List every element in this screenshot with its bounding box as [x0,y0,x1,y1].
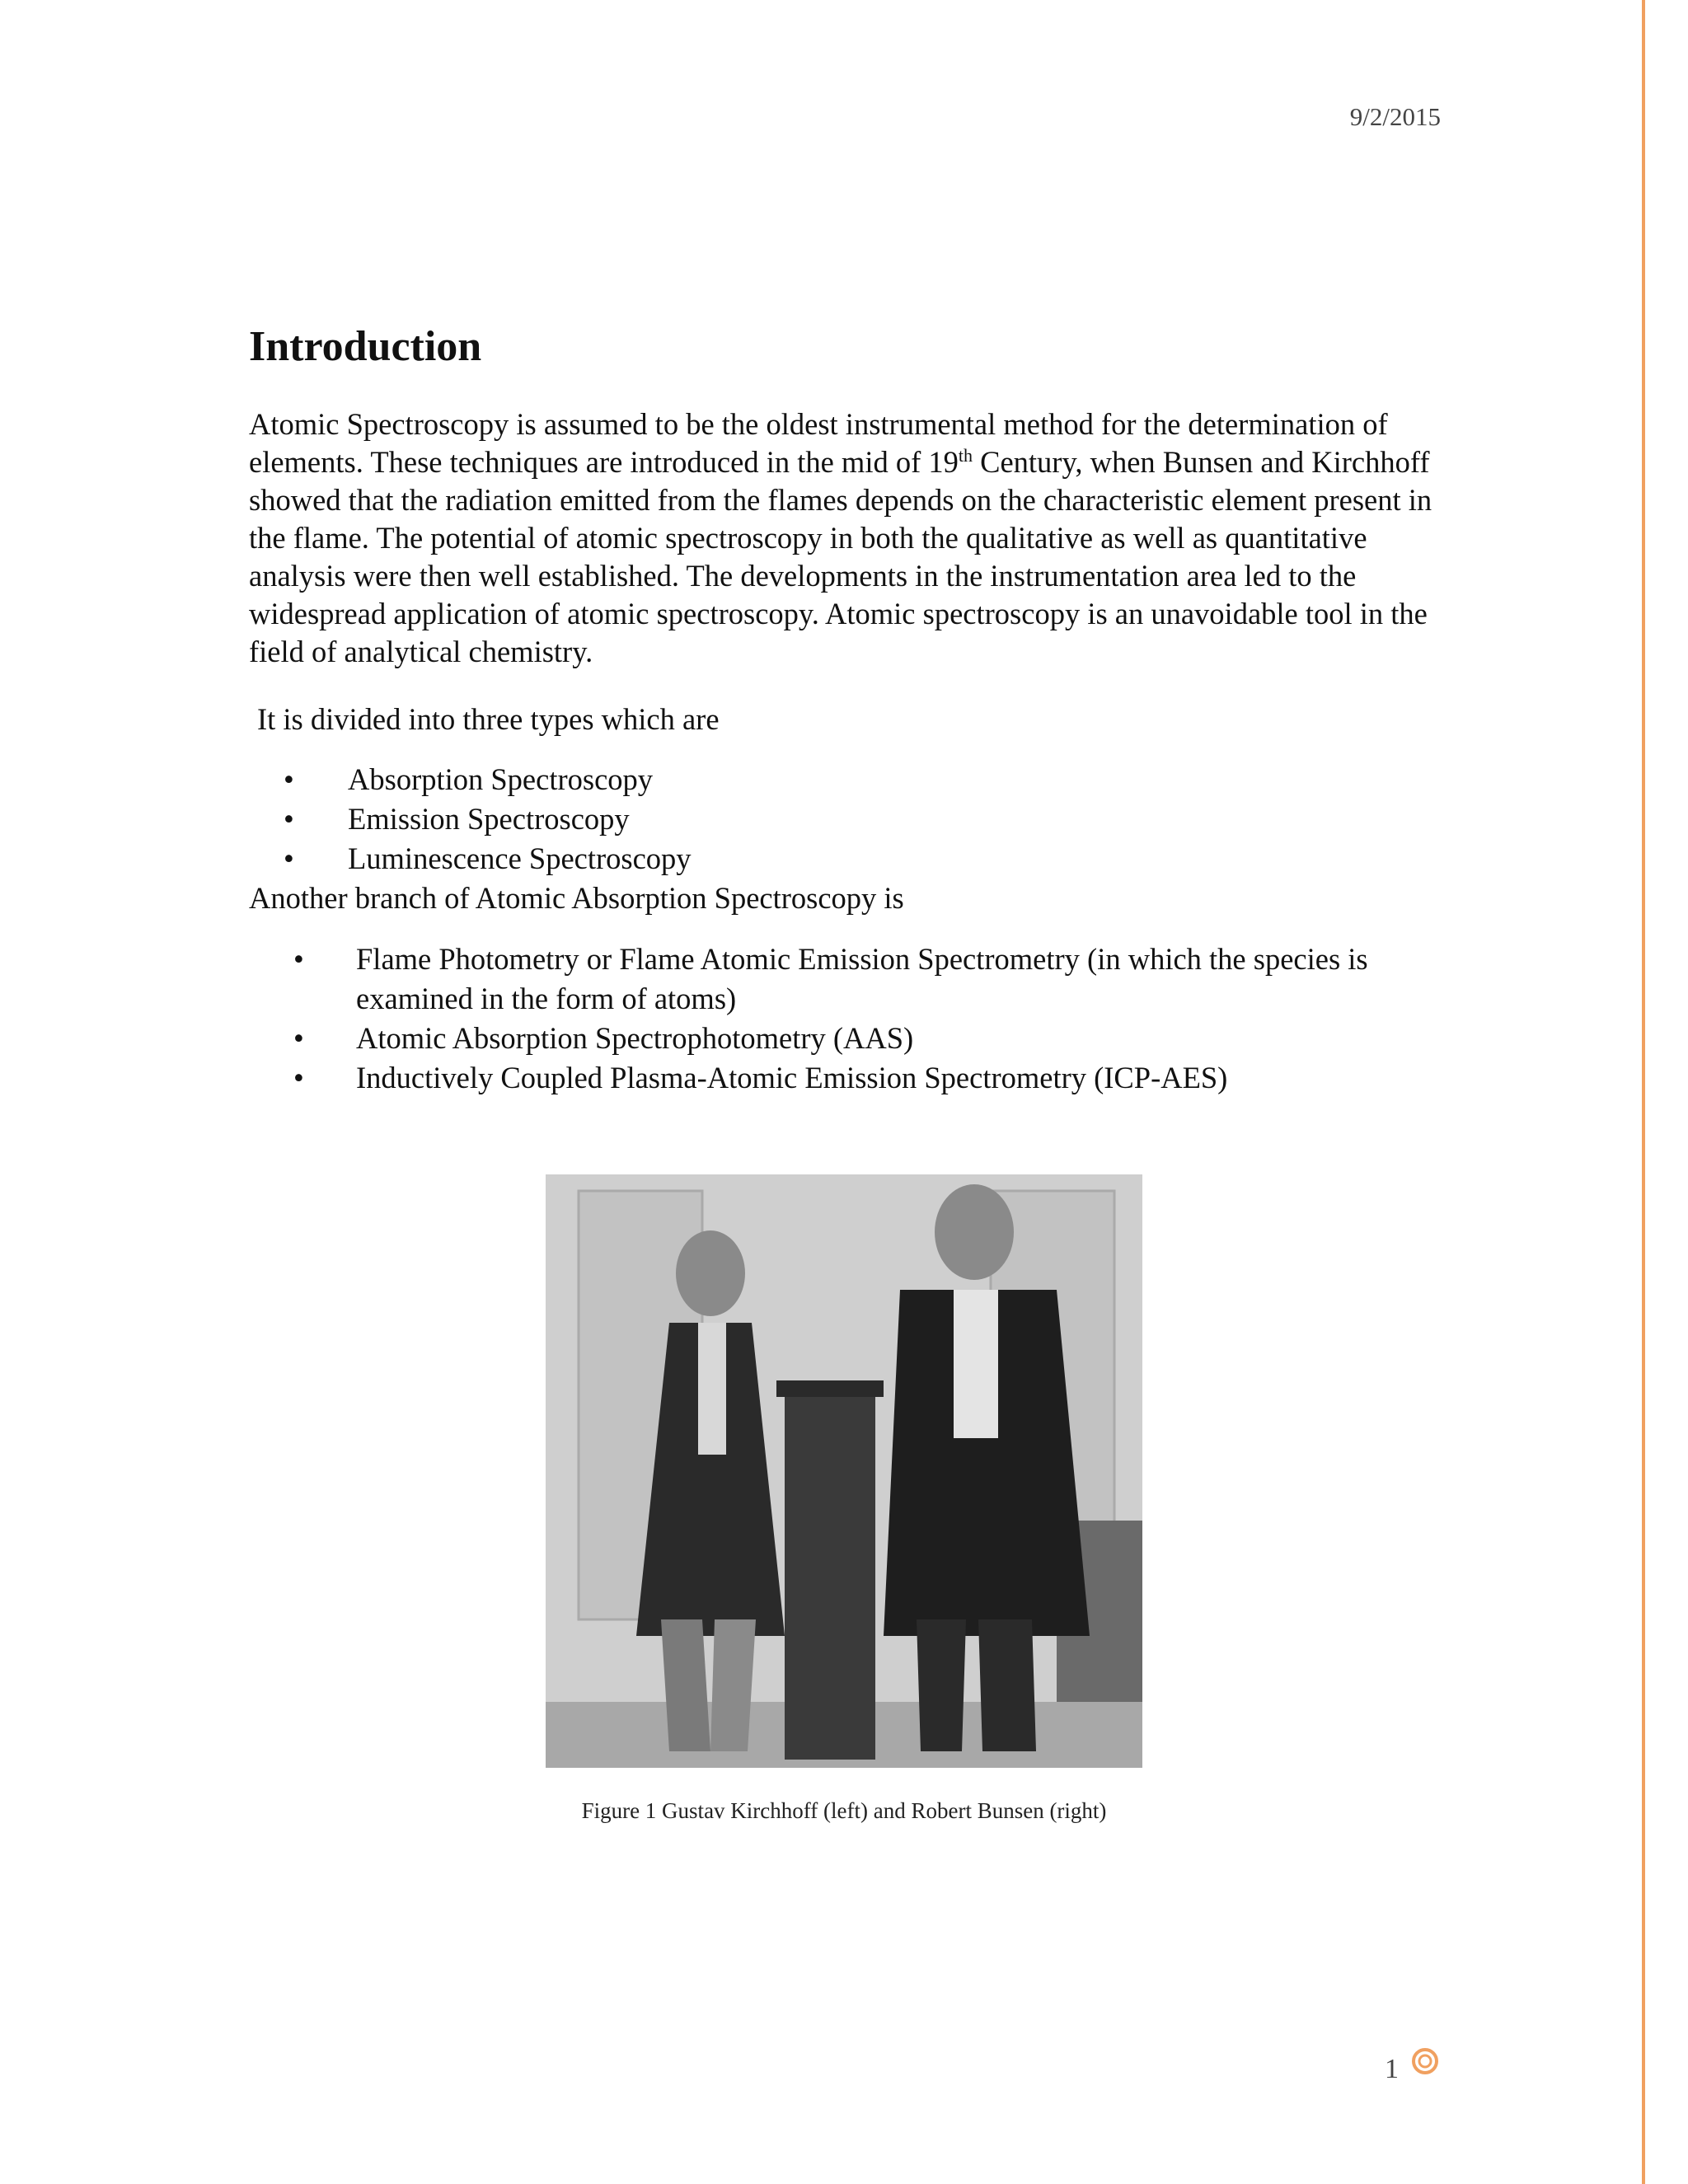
page-number: 1 [1385,2054,1399,2084]
intro-superscript: th [958,445,973,466]
portrait-illustration [546,1174,1142,1768]
types-list [249,760,1444,879]
branches-list [249,940,1444,1098]
figure-caption: Figure 1 Gustav Kirchhoff (left) and Robert Bunsen (right) [581,1798,1107,1823]
intro-text-end: Century, when Bunsen and Kirchhoff showed that the radiation emitted from the flames depends on the characteristic element present in the flame. The potential of atomic spectroscopy in both the qualitative as well as quantitative analysis were then well established. The developments in the instrumentation area led to the widespread application of atomic spectroscopy. Atomic spectroscopy is an unavoidable tool in the field of analytical chemistry. [249,445,1432,669]
page-ring-icon [1411,2047,1439,2075]
kirchhoff-bunsen-photo [546,1174,1142,1768]
list-item: • Absorption Spectroscopy [348,760,1444,799]
list-item: • Inductively Coupled Plasma-Atomic Emission Spectrometry (ICP-AES) [356,1058,1444,1098]
list-item: • Flame Photometry or Flame Atomic Emission Spectrometry (in which the species is examined in the form of atoms) [356,940,1444,1019]
section-title: Introduction [249,323,482,370]
list-item: • Luminescence Spectroscopy [348,839,1444,879]
list-item: • Emission Spectroscopy [348,799,1444,839]
types-intro-text: It is divided into three types which are [257,702,720,737]
intro-text-start: Atomic Spectroscopy is assumed to be the oldest instrumental method for the determination of elements. These techniques are introduced in the mid of 19 [249,407,1388,480]
intro-paragraph [249,405,1444,671]
list-item: • Atomic Absorption Spectrophotometry (AAS) [356,1019,1444,1058]
header-date: 9/2/2015 [1349,102,1441,131]
document-body [249,321,1444,1098]
page-border-line [1642,0,1645,2184]
branch-intro-text: Another branch of Atomic Absorption Spectroscopy is [249,881,904,916]
